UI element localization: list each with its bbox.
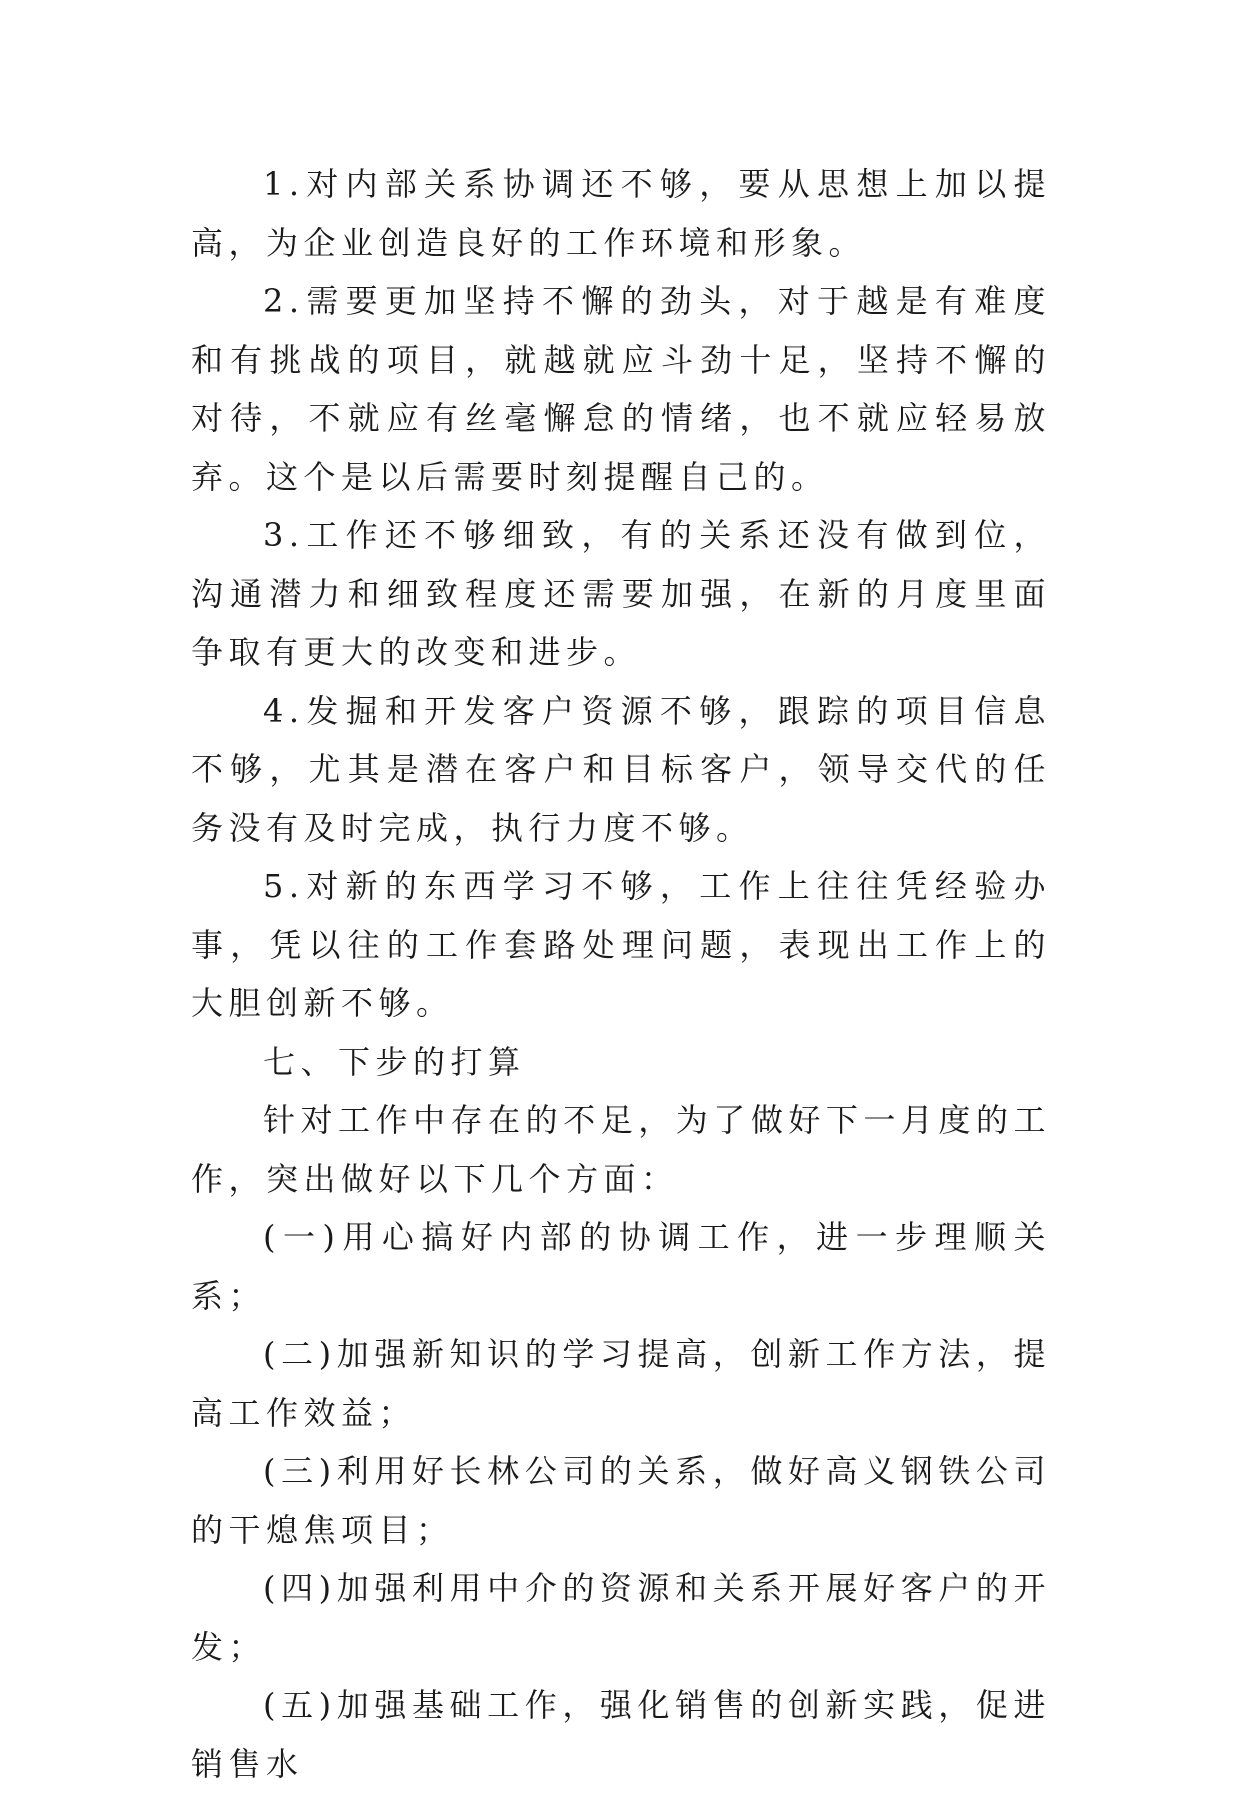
plan-item-2: (二)加强新知识的学习提高，创新工作方法，提高工作效益； <box>191 1335 1051 1432</box>
paragraph-item-5: 5.对新的东西学习不够，工作上往往凭经验办事，凭以往的工作套路处理问题，表现出工作上的大胆创新不够。 <box>191 867 1051 1022</box>
paragraph-item-2: 2.需要更加坚持不懈的劲头，对于越是有难度和有挑战的项目，就越就应斗劲十足，坚持不懈的对待，不就应有丝毫懈怠的情绪，也不就应轻易放弃。这个是以后需要时刻提醒自己的。 <box>191 282 1051 496</box>
plan-item-1: (一)用心搞好内部的协调工作，进一步理顺关系； <box>191 1218 1051 1315</box>
paragraph-item-1: 1.对内部关系协调还不够，要从思想上加以提高，为企业创造良好的工作环境和形象。 <box>191 165 1051 262</box>
plan-item-5: (五)加强基础工作，强化销售的创新实践，促进销售水 <box>191 1686 1051 1783</box>
plan-item-4: (四)加强利用中介的资源和关系开展好客户的开发； <box>191 1569 1051 1666</box>
section-heading-next-steps: 七、下步的打算 <box>263 1042 526 1081</box>
paragraph-item-3: 3.工作还不够细致，有的关系还没有做到位，沟通潜力和细致程度还需要加强，在新的月度里面争取有更大的改变和进步。 <box>191 516 1051 671</box>
plan-item-3: (三)利用好长林公司的关系，做好高义钢铁公司的干熄焦项目； <box>191 1452 1051 1549</box>
paragraph-intro: 针对工作中存在的不足，为了做好下一月度的工作，突出做好以下几个方面： <box>191 1101 1051 1198</box>
document-body <box>191 155 1051 1793</box>
paragraph-item-4: 4.发掘和开发客户资源不够，跟踪的项目信息不够，尤其是潜在客户和目标客户，领导交代的任务没有及时完成，执行力度不够。 <box>191 691 1051 847</box>
